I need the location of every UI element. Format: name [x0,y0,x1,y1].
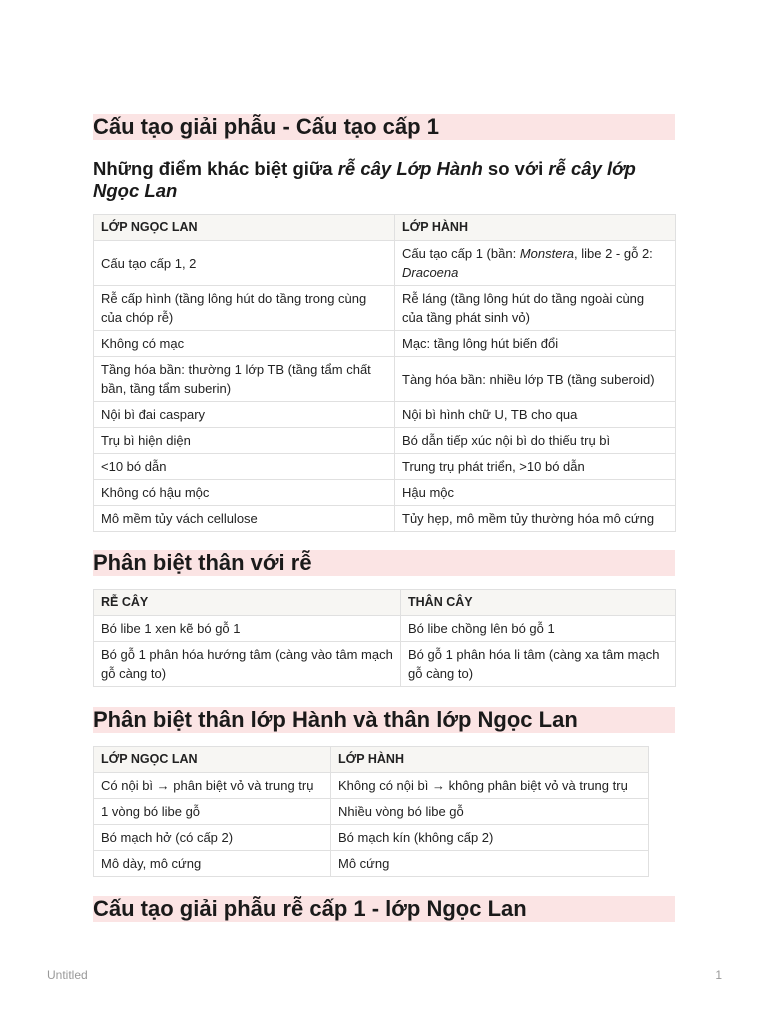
column-header: LỚP HÀNH [331,747,649,773]
subheading-emph: rễ cây lớp Ngọc Lan [93,158,636,201]
table-cell: Bó gỗ 1 phân hóa hướng tâm (càng vào tâm mạch gỗ càng to) [94,642,401,687]
table-row [94,241,676,286]
footer-document-title: Untitled [47,968,88,982]
table-cell: Bó dẫn tiếp xúc nội bì do thiếu trụ bì [395,428,676,454]
table-row [94,428,676,454]
table-row [94,357,676,402]
table-cell: Hậu mộc [395,480,676,506]
table-cell [395,241,676,286]
table-row [94,773,649,799]
table-row [94,825,649,851]
table-row [94,799,649,825]
table-header-row [94,590,676,616]
table-cell: Bó mạch hở (có cấp 2) [94,825,331,851]
column-header: LỚP HÀNH [395,215,676,241]
table-cell: Tàng hóa bần: nhiều lớp TB (tầng suberoid) [395,357,676,402]
table-cell: Nhiều vòng bó libe gỗ [331,799,649,825]
table-row [94,286,676,331]
table-row [94,506,676,532]
footer-page-number: 1 [715,968,722,982]
table-row [94,616,676,642]
table-cell: Bó libe chồng lên bó gỗ 1 [401,616,676,642]
cell-text: , libe 2 - gỗ 2: [574,246,653,261]
table-cell: 1 vòng bó libe gỗ [94,799,331,825]
table-stem-vs-root [93,589,676,687]
heading-dicot-root-primary: Cấu tạo giải phẫu rễ cấp 1 - lớp Ngọc Lan [93,896,675,922]
table-row [94,480,676,506]
table-header-row [94,215,676,241]
cell-emph: Monstera [519,246,575,261]
table-cell: Nội bì đai caspary [94,402,395,428]
table-root-comparison [93,214,676,532]
heading-anatomy-primary: Cấu tạo giải phẫu - Cấu tạo cấp 1 [93,114,675,140]
column-header: LỚP NGỌC LAN [94,215,395,241]
table-monocot-vs-dicot-stem [93,746,649,877]
table-row [94,331,676,357]
subheading-emph: rễ cây Lớp Hành [337,158,483,179]
table-cell: Tầng hóa bần: thường 1 lớp TB (tầng tẩm chất bần, tầng tẩm suberin) [94,357,395,402]
table-cell: Trụ bì hiện diện [94,428,395,454]
table-cell: Nội bì hình chữ U, TB cho qua [395,402,676,428]
cell-text: Cấu tạo cấp 1 (bần: [402,246,520,261]
table-cell: Bó libe 1 xen kẽ bó gỗ 1 [94,616,401,642]
column-header: RỄ CÂY [94,590,401,616]
heading-stem-vs-root: Phân biệt thân với rễ [93,550,675,576]
table-cell: Cấu tạo cấp 1, 2 [94,241,395,286]
subheading-text: so với [482,158,549,179]
table-cell: Bó gỗ 1 phân hóa li tâm (càng xa tâm mạch gỗ càng to) [401,642,676,687]
table-cell: Mô cứng [331,851,649,877]
table-cell: Tủy hẹp, mô mềm tủy thường hóa mô cứng [395,506,676,532]
table-cell: Không có nội bì → không phân biệt vỏ và trung trụ [331,773,649,799]
table-cell: Mạc: tầng lông hút biến đổi [395,331,676,357]
table-row [94,851,649,877]
table-cell: Trung trụ phát triển, >10 bó dẫn [395,454,676,480]
column-header: THÂN CÂY [401,590,676,616]
table-cell: Không có hậu mộc [94,480,395,506]
cell-emph: Dracoena [402,265,459,280]
subheading-differences [93,158,675,202]
table-cell: Mô mềm tủy vách cellulose [94,506,395,532]
table-cell: Không có mạc [94,331,395,357]
heading-monocot-vs-dicot-stem: Phân biệt thân lớp Hành và thân lớp Ngọc Lan [93,707,675,733]
table-row [94,642,676,687]
table-row [94,402,676,428]
table-row [94,454,676,480]
table-cell: <10 bó dẫn [94,454,395,480]
table-cell: Rễ láng (tầng lông hút do tầng ngoài cùng của tầng phát sinh vỏ) [395,286,676,331]
table-cell: Bó mạch kín (không cấp 2) [331,825,649,851]
table-cell: Mô dày, mô cứng [94,851,331,877]
table-header-row [94,747,649,773]
subheading-text: Những điểm khác biệt giữa [93,158,338,179]
table-cell: Có nội bì → phân biệt vỏ và trung trụ [94,773,331,799]
column-header: LỚP NGỌC LAN [94,747,331,773]
table-cell: Rễ cấp hình (tầng lông hút do tầng trong cùng của chóp rễ) [94,286,395,331]
